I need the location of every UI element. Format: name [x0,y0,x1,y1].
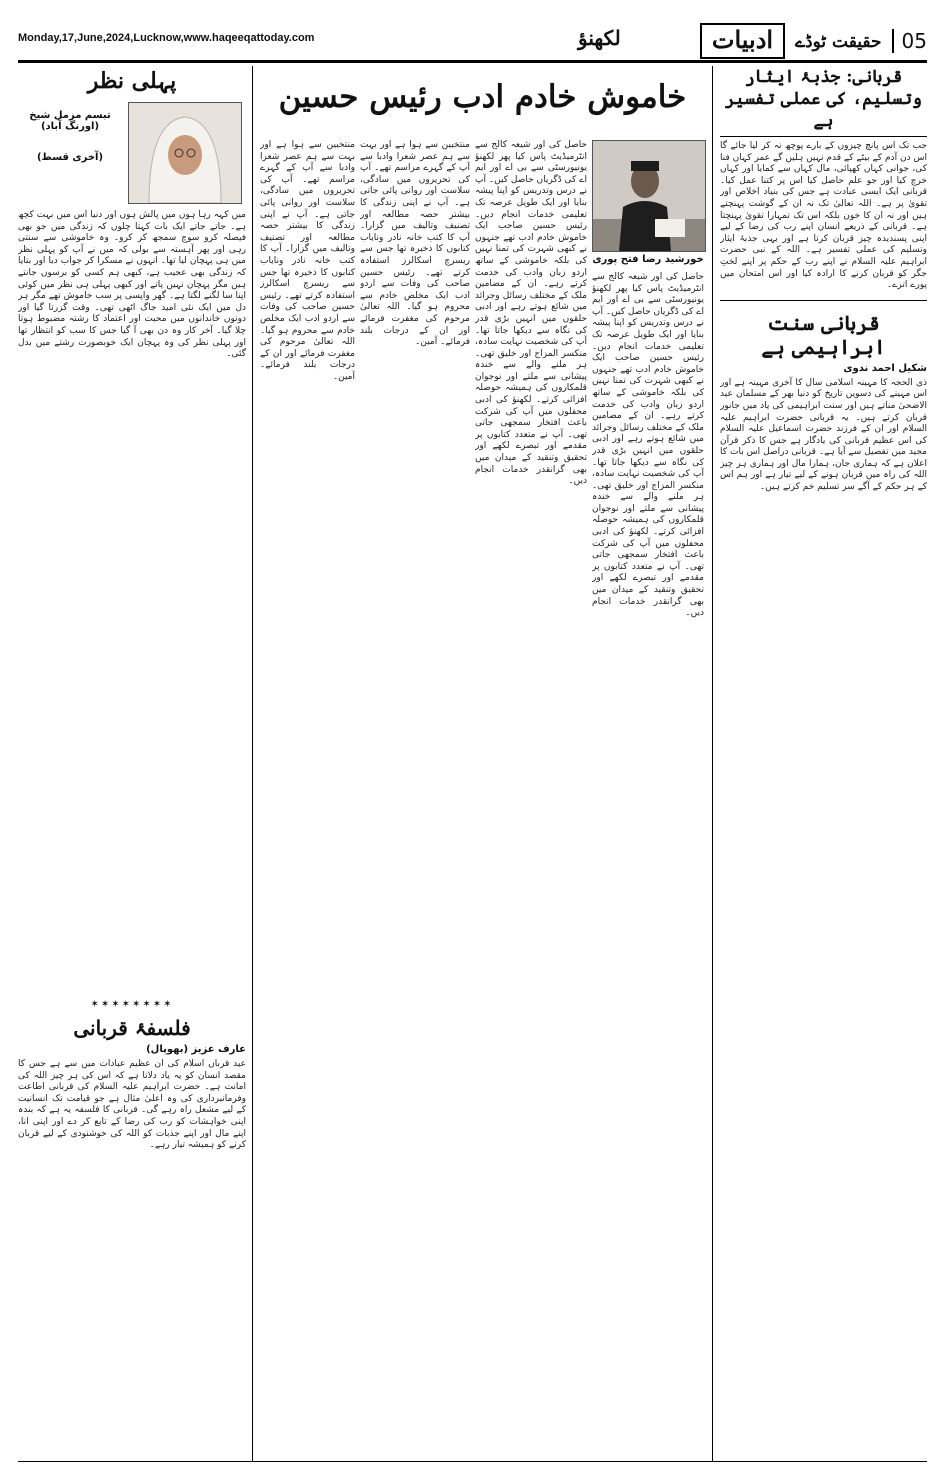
center-headline-area [260,66,705,136]
right-headline: قربانی: جذبۂ ایثار وتسلیم، کی عملی تفسیر ہے [720,66,927,137]
left-author-block [18,100,246,210]
left-poem-body: عید قرباں اسلام کی ان عظیم عبادات میں سے ہے جس کا مقصد انسان کو یہ یاد دلانا ہے کہ اس کی ہر چیز اللہ کی امانت ہے۔ حضرت ابراہیم علیہ السلام کی قربانی اطاعت وفرمانبرداری کی وہ اعلیٰ مثال ہے جو قیامت تک انسانیت کے لیے مشعل راہ رہے گی۔ قربانی کا فلسفہ یہ ہے کہ بندہ اپنی خواہشات کو رب کی رضا کے تابع کر دے اور اپنی انا، اپنے مال اور اپنے جذبات کو اللہ کی خوشنودی کے لیے قربان کرنے کو ہمیشہ تیار رہے۔ [18,1059,246,1151]
author-photo-caption: خورشید رضا فتح پوری [592,254,704,265]
right-subheadline: قربانی سنت ابراہیمی ہے [720,300,927,359]
center-body-middle: منتخبین سے ہوا ہے اور بہت سے ہم عصر شعرا وادبا سے آپ کے گہرے مراسم تھے۔ آپ کی تحریروں میں سادگی، سلاست اور روانی پائی جاتی ہے۔ آپ نے اپنی زندگی کا بیشتر حصہ مطالعہ اور تصنیف وتالیف میں گزارا۔ آپ کا کتب خانہ نادر ونایاب کتابوں کا ذخیرہ تھا جس سے ریسرچ اسکالرز استفادہ کرتے تھے۔ رئیس حسین صاحب کی وفات سے اردو ادب ایک مخلص خادم سے محروم ہو گیا۔ اللہ تعالیٰ مرحوم کی مغفرت فرمائے اور ان کے درجات بلند فرمائے۔ آمین۔ [360,140,470,348]
left-installment: (آخری قسط) [36,152,104,163]
center-body-far-right: حاصل کی اور شیعہ کالج سے انٹرمیڈیٹ پاس کیا پھر لکھنؤ یونیورسٹی سے بی اے اور ایم اے کی ڈگریاں حاصل کیں۔ آپ نے درس وتدریس کو اپنا پیشہ بنایا اور ایک طویل عرصہ تک تعلیمی خدمات انجام دیں۔ رئیس حسین صاحب ایک خاموش خادم ادب تھے جنہوں نے کبھی شہرت کی تمنا نہیں کی بلکہ خاموشی کے ساتھ اردو زبان وادب کی خدمت کرتے رہے۔ ان کے مضامین ملک کے مختلف رسائل وجرائد میں شائع ہوتے رہے اور ادبی حلقوں میں انہیں بڑی قدر کی نگاہ سے دیکھا جاتا تھا۔ آپ کی شخصیت نہایت سادہ، منکسر المزاج اور خلیق تھی۔ ہر ملنے والے سے خندہ پیشانی سے ملتے اور نوجوان قلمکاروں کی ہمیشہ حوصلہ افزائی کرتے۔ لکھنؤ کی ادبی محفلوں میں آپ کی شرکت باعث افتخار سمجھی جاتی تھی۔ آپ نے متعدد کتابوں پر مقدمے اور تبصرے لکھے اور تحقیق وتنقید کے میدان میں بھی گرانقدر خدمات انجام دیں۔ [592,272,704,619]
right-subarticle-body: ذی الحجہ کا مہینہ اسلامی سال کا آخری مہینہ ہے اور اس مہینے کی دسویں تاریخ کو دنیا بھر کے مسلمان عید الاضحیٰ مناتے ہیں اور سنت ابراہیمی کی یاد میں جانور قربان کرتے ہیں۔ یہ قربانی حضرت ابراہیم علیہ السلام اور ان کے فرزند حضرت اسماعیل علیہ السلام کی اس عظیم قربانی کی یادگار ہے جس کا ذکر قرآن مجید میں تفصیل سے آیا ہے۔ قربانی دراصل اس بات کا اعلان ہے کہ ہماری جان، ہمارا مال اور ہماری ہر چیز اللہ کی راہ میں قربان ہونے کے لیے تیار ہے اور ہم اس کے ہر حکم کے آگے سر تسلیم خم کرتے ہیں۔ [720,377,927,493]
portrait-illustration [593,141,705,251]
left-headline: پہلی نظر [87,68,177,94]
right-article-body: جب تک اس پانچ چیزوں کے بارے پوچھ نہ کر لیا جائے گا اس دن آدم کے بیٹے کے قدم نہیں ہلیں گے عمر کہاں فنا کی، جوانی کہاں کھپائی، مال کہاں سے کمایا اور کہاں خرچ کیا اور جو علم حاصل کیا اس پر کتنا عمل کیا۔ قربانی ایک ایسی عبادت ہے جس کی بنیاد اخلاص اور تقویٰ پر ہے۔ اللہ تعالیٰ تک نہ ان کے گوشت پہنچتے ہیں اور نہ ان کا خون بلکہ اس تک تمہارا تقویٰ پہنچتا ہے۔ قربانی کے ذریعے انسان اپنے رب کی رضا کے لیے اپنی پسندیدہ چیز قربان کرتا ہے اور یہی جذبۂ ایثار وتسلیم کی عملی تفسیر ہے۔ اللہ کے نبی حضرت ابراہیم علیہ السلام نے اپنے رب کے حکم پر اپنے لختِ جگر کو قربان کرنے کا ارادہ کیا اور اس امتحان میں پورے اترے۔ [720,141,927,291]
dateline: Monday,17,June,2024,Lucknow,www.haqeeqattoday.com [18,32,315,44]
author-photo [128,102,242,204]
center-body-left: منتخبین سے ہوا ہے اور بہت سے ہم عصر شعرا وادبا سے آپ کے گہرے مراسم تھے۔ آپ کی تحریروں میں سادگی، سلاست اور روانی پائی جاتی ہے۔ آپ نے اپنی زندگی کا بیشتر حصہ مطالعہ اور تصنیف وتالیف میں گزارا۔ آپ کا کتب خانہ نادر ونایاب کتابوں کا ذخیرہ تھا جس سے ریسرچ اسکالرز استفادہ کرتے تھے۔ رئیس حسین صاحب کی وفات سے اردو ادب ایک مخلص خادم سے محروم ہو گیا۔ اللہ تعالیٰ مرحوم کی مغفرت فرمائے اور ان کے درجات بلند فرمائے۔ آمین۔ [260,140,355,382]
right-column [720,66,927,1458]
portrait-illustration [129,103,241,203]
author-photo [592,140,706,252]
masthead [18,22,927,63]
masthead-right [700,22,927,60]
left-poem-title: فلسفۂ قربانی [73,1016,191,1040]
column-divider [712,66,713,1461]
page-number: 05 [892,29,927,53]
paper-name: حقیقت ٹوڈے [795,31,882,52]
center-headline: خاموش خادم ادب رئیس حسین [260,66,705,136]
left-article-body: میں کہہ رہا ہوں میں پالش ہوں اور دنیا اس میں بہت کچھ ہے۔ جاتے جاتے ایک بات کہتا چلوں کہ زندگی میں جو بھی فیصلہ کرو سوچ سمجھ کر کرو۔ وہ خاموشی سے سنتی رہی اور پھر آہستہ سے بولی کہ میں نے آپ کو پہلی نظر میں ہی پہچان لیا تھا۔ انہوں نے مسکرا کر جواب دیا اور بتایا کہ زندگی بھی عجیب ہے، کبھی ہم کسی کو برسوں جانتے ہیں مگر پہچان نہیں پاتے اور کبھی پہلی ہی نظر میں کوئی اپنا سا لگنے لگتا ہے۔ گھر واپسی پر سب خاموش تھے مگر ہر دل میں ایک نئی امید جاگ اٹھی تھی۔ وقت گزرتا گیا اور دونوں خاندانوں میں محبت اور اعتماد کا رشتہ مضبوط ہوتا چلا گیا۔ آخر کار وہ دن بھی آ گیا جس کا سب کو انتظار تھا اور پہلی نظر کی وہ پہچان ایک خوبصورت رشتے میں بدل گئی۔ [18,210,246,360]
right-subbyline: شکیل احمد ندوی [843,362,927,374]
section-title: ادبیات [700,23,785,59]
bottom-rule [18,1461,927,1462]
city-label: لکھنؤ [578,26,621,50]
separator-stars: ✶✶✶✶✶✶✶✶ [90,999,174,1010]
center-body-right: حاصل کی اور شیعہ کالج سے انٹرمیڈیٹ پاس کیا پھر لکھنؤ یونیورسٹی سے بی اے اور ایم اے کی ڈگریاں حاصل کیں۔ آپ نے درس وتدریس کو اپنا پیشہ بنایا اور ایک طویل عرصہ تک تعلیمی خدمات انجام دیں۔ رئیس حسین صاحب ایک خاموش خادم ادب تھے جنہوں نے کبھی شہرت کی تمنا نہیں کی بلکہ خاموشی کے ساتھ اردو زبان وادب کی خدمت کرتے رہے۔ ان کے مضامین ملک کے مختلف رسائل وجرائد میں شائع ہوتے رہے اور ادبی حلقوں میں انہیں بڑی قدر کی نگاہ سے دیکھا جاتا تھا۔ آپ کی شخصیت نہایت سادہ، منکسر المزاج اور خلیق تھی۔ ہر ملنے والے سے خندہ پیشانی سے ملتے اور نوجوان قلمکاروں کی ہمیشہ حوصلہ افزائی کرتے۔ لکھنؤ کی ادبی محفلوں میں آپ کی شرکت باعث افتخار سمجھی جاتی تھی۔ آپ نے متعدد کتابوں پر مقدمے اور تبصرے لکھے اور تحقیق وتنقید کے میدان میں بھی گرانقدر خدمات انجام دیں۔ [475,140,587,487]
column-divider [252,66,253,1461]
left-author: تبسم مزمل شیخ (اورنگ آباد) [29,110,111,132]
left-poem-author: عارف عزیز (بھوپال) [146,1044,246,1055]
left-column [18,66,246,1458]
